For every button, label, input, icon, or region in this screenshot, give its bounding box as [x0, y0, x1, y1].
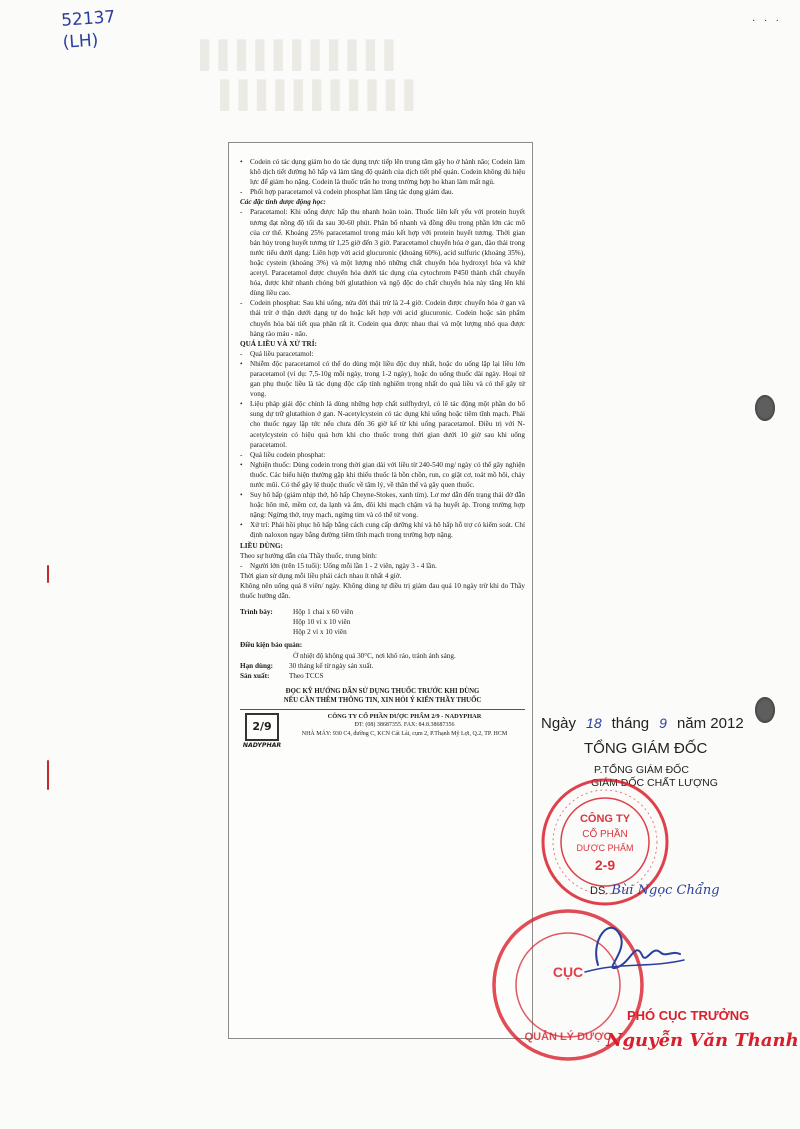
punch-hole-bottom: [755, 697, 775, 723]
overdose-codein-head: - Quá liều codein phosphat:: [240, 450, 525, 460]
presentation: [240, 607, 525, 637]
presentation-value: Hộp 2 vỉ x 10 viên: [293, 628, 347, 637]
dosage-line: Không nên uống quá 8 viên/ ngày. Không dùng tự điều trị giảm đau quá 10 ngày trừ khi do Thầy thuốc hướng dẫn.: [240, 581, 525, 601]
stamp-line: 2-9: [594, 857, 616, 873]
company-info: [284, 713, 525, 739]
pharmacology-combination: - Phối hợp paracetamol và codein phosphat làm tăng tác dụng giảm đau.: [240, 187, 525, 197]
deputy-director-title: PHÓ CỤC TRƯỞNG: [627, 1008, 750, 1023]
director-title: TỔNG GIÁM ĐỐC: [584, 740, 708, 757]
dosage-title: LIỀU DÙNG:: [240, 541, 283, 550]
quality-director-title: GIÁM ĐỐC CHẤT LƯỢNG: [591, 777, 718, 789]
pk-codein: - Codein phosphat: Sau khi uống, nửa đời thải trừ là 2-4 giờ. Codein được chuyển hóa ở gan và thải trừ ở thận dưới dạng tự do hoặc kết hợp với acid glucuronic. Codein hoặc sản phẩm chuyển hóa bài tiết qua phân rất ít. Codein qua được nhau thai và một lượng nhỏ qua được hàng rào máu - não.: [240, 298, 525, 338]
dosage-adult: - Người lớn (trên 15 tuổi): Uống mỗi lần 1 - 2 viên, ngày 3 - 4 lần.: [240, 561, 525, 571]
overdose-codein-item: • Suy hô hấp (giảm nhịp thở, hô hấp Cheyne-Stokes, xanh tím). Lơ mơ dẫn đến trạng thái đờ đẫn hoặc hôn mê, mềm cơ, da lạnh và ẩm, đôi khi mạch chậm và hạ huyết áp. Trong trường hợp nặng: Ngừng thở, trụy mạch, ngừng tim và có thể tử vong.: [240, 490, 525, 520]
presentation-value: Hộp 1 chai x 60 viên: [293, 608, 354, 617]
usage-warning: ĐỌC KỸ HƯỚNG DẪN SỬ DỤNG THUỐC TRƯỚC KHI DÙNG NẾU CẦN THÊM THÔNG TIN, XIN HỎI Ý KIẾN THẦY THUỐC: [283, 687, 482, 705]
punch-hole-top: [755, 395, 775, 421]
logo-mark-icon: 2/9: [245, 713, 279, 741]
expiry-value: 30 tháng kể từ ngày sản xuất.: [289, 661, 374, 670]
overdose-codein-item: • Nghiện thuốc: Dùng codein trong thời gian dài với liều từ 240-540 mg/ ngày có thể gây nghiện thuốc. Các biểu hiện thường gặp khi thiếu thuốc là bồn chồn, run, co giật cơ, toát mồ hôi, chảy nước mũi. Có thể gây lệ thuộc thuốc về tâm lý, về thân thể và gây quen thuốc.: [240, 460, 525, 490]
company-phone: ĐT: (08) 38687355. FAX: 84.8.38687356: [354, 722, 455, 729]
pk-title: Các đặc tính dược động học:: [240, 198, 326, 207]
corner-marks: · · ·: [752, 16, 782, 27]
overdose-title: QUÁ LIỀU VÀ XỬ TRÍ:: [240, 339, 317, 348]
company-logo: 2/9 NADYPHAR: [240, 713, 284, 751]
signer-quality-director: DS. Bùi Ngọc Chẩng: [590, 883, 720, 898]
stamp-line: CỔ PHẦN: [582, 829, 628, 840]
overdose-paracetamol-item: • Liệu pháp giải độc chính là dùng những hợp chất sulfhydryl, có lẽ tác động một phần do bổ sung dự trữ glutathion ở gan. N-acetylcystein có tác dụng khi uống hoặc tiêm tĩnh mạch. Phải cho thuốc ngay lập tức nếu chưa đến 36 giờ kể từ khi uống paracetamol. Điều trị với N-acetylcystein có hiệu quả hơn khi cho thuốc trong thời gian dưới 10 giờ sau khi uống paracetamol.: [240, 399, 525, 449]
overdose-codein-item: • Xử trí: Phải hồi phục hô hấp bằng cách cung cấp dưỡng khí và hô hấp hỗ trợ có kiểm soát. Chỉ định naloxon ngay bằng đường tiêm tĩnh mạch trong trường hợp nặng.: [240, 520, 525, 540]
bleed-through-text: ▌▌▌▌▌▌▌▌▌▌▌: [200, 40, 403, 69]
expiry-label: Hạn dùng:: [240, 661, 273, 670]
presentation-label: Trình bày:: [240, 608, 273, 617]
standard: [240, 671, 525, 681]
company-footer: [240, 709, 525, 751]
storage-label: Điều kiện bảo quản:: [240, 641, 303, 650]
company-factory: NHÀ MÁY: 930 C4, đường C, KCN Cát Lái, cụm 2, P.Thạnh Mỹ Lợi, Q.2, TP. HCM: [301, 730, 508, 737]
dosage-intro: Theo sự hướng dẫn của Thầy thuốc, trung bình:: [240, 551, 378, 560]
stamp-line: CÔNG TY: [579, 813, 631, 825]
overdose-paracetamol-head: - Quá liều paracetamol:: [240, 349, 525, 359]
handwritten-note: 52137 (LH): [60, 7, 116, 53]
pk-paracetamol: - Paracetamol: Khi uống được hấp thu nhanh hoàn toàn. Thuốc liên kết yếu với protein huyết tương đạt nồng độ tối đa sau 30-60 phút. Phân bố nhanh và đồng đều trong phần lớn các mô của cơ thể. Khoảng 25% paracetamol trong máu kết hợp với protein huyết tương. Thời gian bán hủy trong huyết tương từ 1,25 giờ đến 3 giờ. Paracetamol chuyển hóa ở gan, đào thải trong nước tiểu dưới dạng: Liên hợp với acid glucuronic (khoảng 60%), acid sulfuric (khoảng 35%), hoặc cystein (khoảng 3%) và một lượng nhỏ những chất chuyển hóa hydroxyl hóa và khử acetyl. Paracetamol được chuyển hóa dưới tác dụng của cytochrom P450 thành chất chuyển hóa, được khử nhanh chóng bởi glutathion và ngộ độc do chất chuyển hóa này tăng lên khi dùng liều cao.: [240, 207, 525, 298]
director-sub-title: P.TỔNG GIÁM ĐỐC: [594, 764, 689, 776]
presentation-value: Hộp 10 vỉ x 10 viên: [293, 618, 351, 627]
stamp-line: DƯỢC PHẨM: [576, 843, 634, 853]
pharmacology-codein: • Codein có tác dụng giảm ho do tác dụng trực tiếp lên trung tâm gây ho ở hành não; Codein làm khô dịch tiết đường hô hấp và làm tăng độ quánh của dịch tiết phế quản. Codein không đủ hiệu lực để giảm ho nặng. Codein là thuốc trấn ho trong trường hợp ho khan làm mất ngủ.: [240, 157, 525, 187]
red-margin-mark: [47, 565, 49, 583]
handwritten-signature: [580, 910, 690, 990]
bleed-through-text: ▌▌▌▌▌▌▌▌▌▌▌: [220, 80, 423, 109]
dosage-line: Thời gian sử dụng mỗi liều phải cách nhau ít nhất 4 giờ.: [240, 571, 402, 580]
expiry: [240, 661, 525, 671]
overdose-paracetamol-item: • Nhiễm độc paracetamol có thể do dùng một liều độc duy nhất, hoặc do uống lặp lại liều lớn paracetamol (ví dụ: 7,5-10g mỗi ngày, trong 1-2 ngày), hoặc do uống thuốc dài ngày. Hoại tử gan phụ thuộc liều là tác dụng độc cấp tính nghiêm trọng nhất do quá liều và có thể gây tử vong.: [240, 359, 525, 399]
company-name: CÔNG TY CỔ PHẦN DƯỢC PHẨM 2/9 - NADYPHAR: [327, 712, 482, 720]
stamp-line: CỤC: [552, 964, 584, 980]
red-margin-mark: [47, 760, 49, 790]
standard-value: Theo TCCS: [289, 671, 324, 680]
deputy-director-name: Nguyễn Văn Thanh: [606, 1030, 799, 1051]
stamp-line: QUẢN LÝ DƯỢC: [524, 1031, 612, 1043]
storage-value: Ở nhiệt độ không quá 30°C, nơi khô ráo, tránh ánh sáng.: [293, 651, 456, 660]
approval-date: Ngày 18 tháng 9 năm 2012: [541, 715, 744, 732]
standard-label: Sản xuất:: [240, 671, 270, 680]
